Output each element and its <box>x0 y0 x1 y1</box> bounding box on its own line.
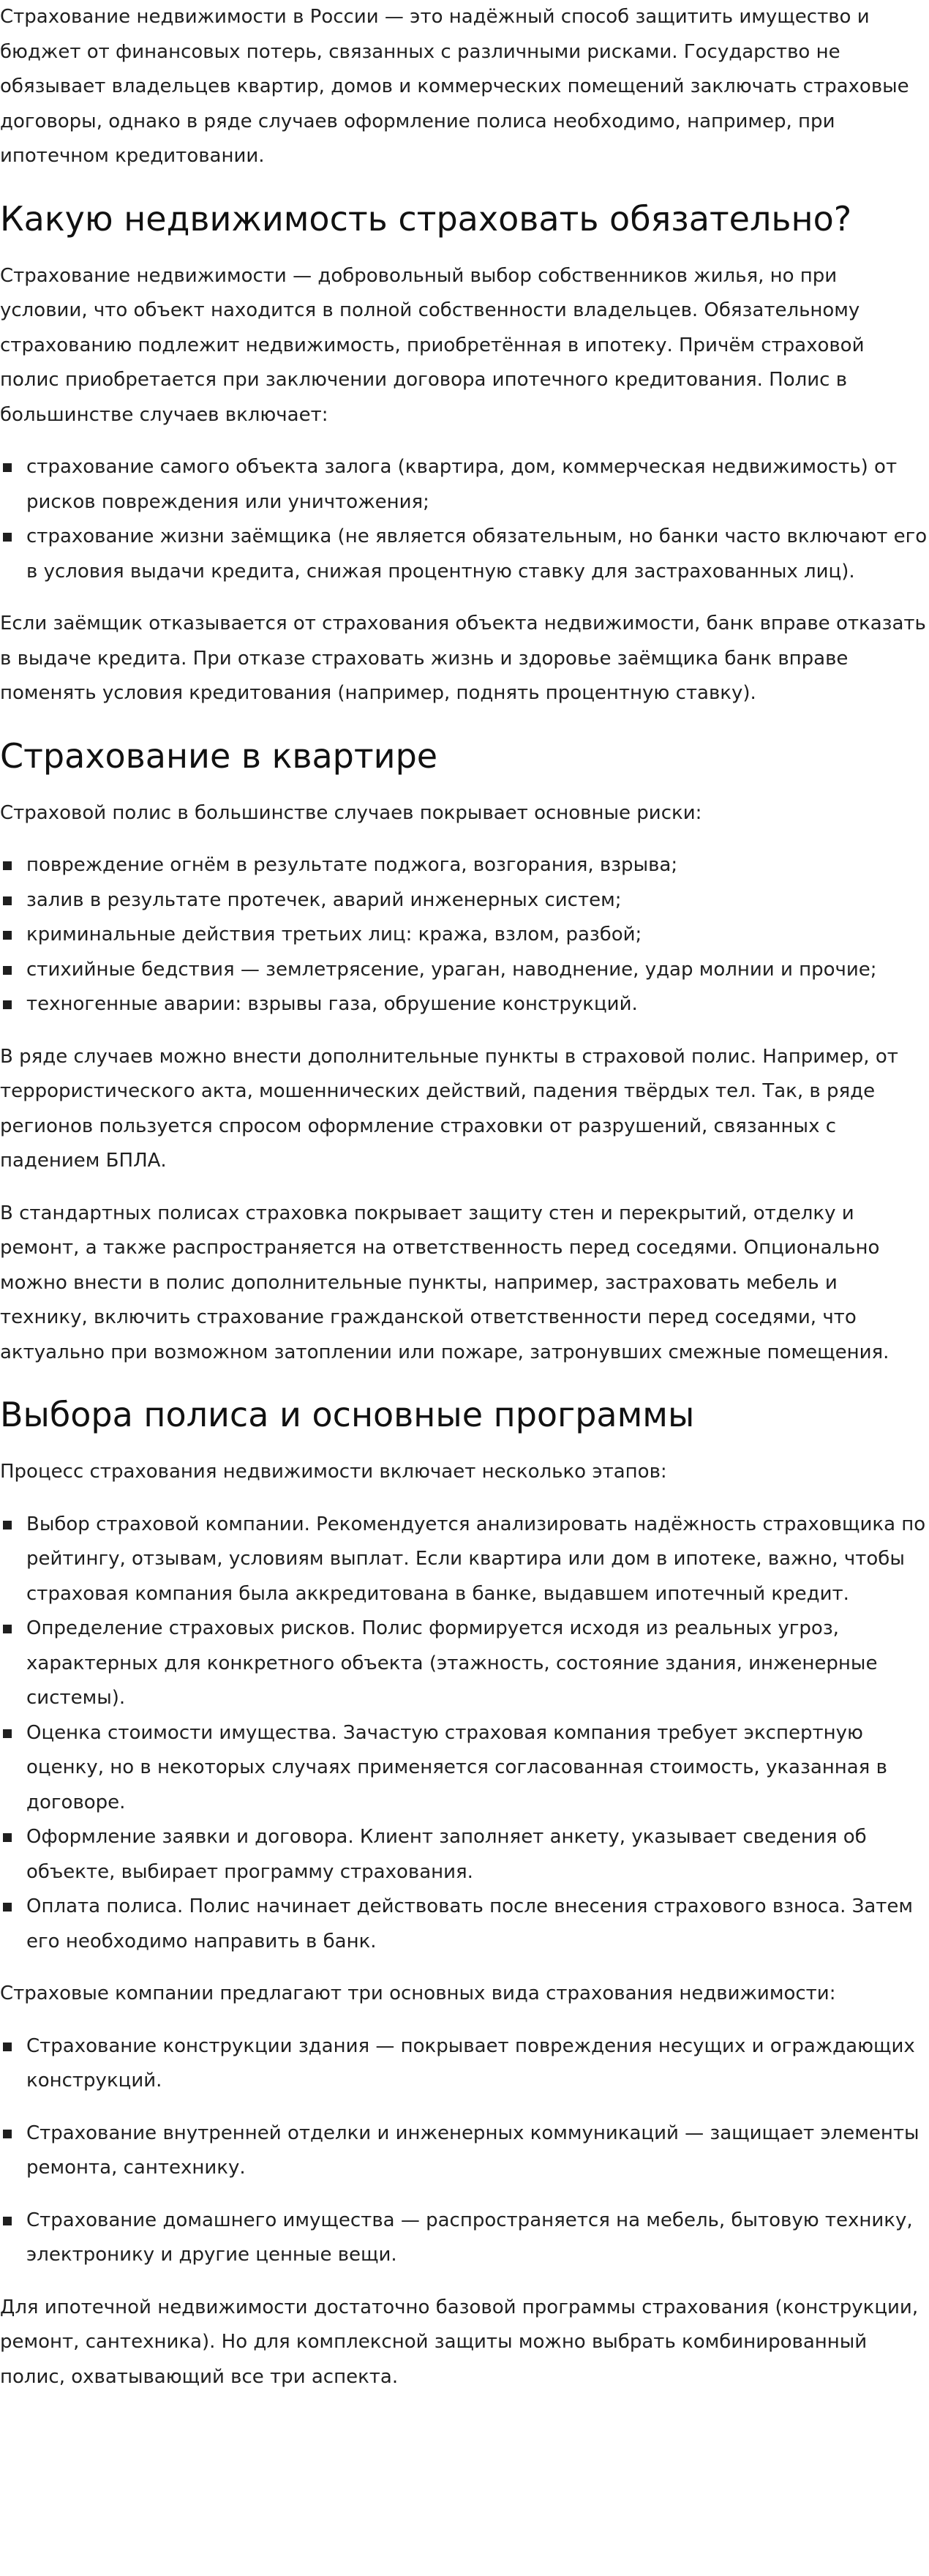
paragraph: Если заёмщик отказывается от страхования объекта недвижимости, банк вправе отказать в выдаче кредита. При отказе страховать жизнь и здоровье заёмщика банк вправе поменять условия кредитования (например, поднять процентную ставку). <box>0 613 926 704</box>
list-item: Оплата полиса. Полис начинает действовать после внесения страхового взноса. Затем его необходимо направить в банк. <box>0 1890 929 1959</box>
paragraph: В стандартных полисах страховка покрывает защиту стен и перекрытий, отделку и ремонт, а также распространяется на ответственность перед соседями. Опционально можно внести в полис дополнительные пункты, например, застраховать мебель и технику, включить страхование гражданской ответственности перед соседями, что актуально при возможном затоплении или пожаре, затронувших смежные помещения. <box>0 1202 889 1363</box>
paragraph: Страховой полис в большинстве случаев покрывает основные риски: <box>0 801 702 824</box>
list-item: криминальные действия третьих лиц: кража, взлом, разбой; <box>0 918 929 953</box>
paragraph: Процесс страхования недвижимости включает несколько этапов: <box>0 1461 667 1483</box>
list-item: Страхование домашнего имущества — распространяется на мебель, бытовую технику, электронику и другие ценные вещи. <box>0 2204 929 2273</box>
list-item: Выбор страховой компании. Рекомендуется анализировать надёжность страховщика по рейтингу, отзывам, условиям выплат. Если квартира или дом в ипотеке, важно, чтобы страховая компания была аккредитована в банке, выдавшем ипотечный кредит. <box>0 1508 929 1612</box>
section-heading-mandatory: Какую недвижимость страховать обязательно? <box>0 198 852 239</box>
paragraph: В ряде случаев можно внести дополнительные пункты в страховой полис. Например, от террористического акта, мошеннических действий, падения твёрдых тел. Так, в ряде регионов пользуется спросом оформление страховки от разрушений, связанных с падением БПЛА. <box>0 1045 898 1172</box>
bullet-list-risks <box>0 848 929 1022</box>
section-mandatory-insurance <box>0 196 929 711</box>
bullet-list-steps <box>0 1508 929 1960</box>
paragraph: Для ипотечной недвижимости достаточно базовой программы страхования (конструкции, ремонт, сантехника). Но для комплексной защиты можно выбрать комбинированный полис, охватывающий все три аспекта. <box>0 2296 919 2388</box>
paragraph: Страхование недвижимости — добровольный выбор собственников жилья, но при условии, что объект находится в полной собственности владельцев. Обязательному страхованию подлежит недвижимость, приобретённая в ипотеку. Причём страховой полис приобретается при заключении договора ипотечного кредитования. Полис в большинстве случаев включает: <box>0 264 865 426</box>
list-item: Оформление заявки и договора. Клиент заполняет анкету, указывает сведения об объекте, выбирает программу страхования. <box>0 1820 929 1890</box>
list-item: страхование самого объекта залога (квартира, дом, коммерческая недвижимость) от рисков повреждения или уничтожения; <box>0 450 929 520</box>
list-item: Страхование внутренней отделки и инженерных коммуникаций — защищает элементы ремонта, сантехнику. <box>0 2116 929 2186</box>
list-item: Страхование конструкции здания — покрывает повреждения несущих и ограждающих конструкций. <box>0 2029 929 2099</box>
section-apartment-insurance <box>0 733 929 1371</box>
list-item: страхование жизни заёмщика (не является обязательным, но банки часто включают его в условия выдачи кредита, снижая процентную ставку для застрахованных лиц). <box>0 520 929 589</box>
paragraph: Страховые компании предлагают три основных вида страхования недвижимости: <box>0 1982 836 2004</box>
list-item: повреждение огнём в результате поджога, возгорания, взрыва; <box>0 848 929 883</box>
section-heading-apartment: Страхование в квартире <box>0 735 438 776</box>
list-item: стихийные бедствия — землетрясение, ураган, наводнение, удар молнии и прочие; <box>0 953 929 988</box>
bullet-list-mortgage-policy <box>0 450 929 589</box>
bullet-list-insurance-types <box>0 2029 929 2273</box>
list-item: залив в результате протечек, аварий инженерных систем; <box>0 883 929 918</box>
list-item: Определение страховых рисков. Полис формируется исходя из реальных угроз, характерных для конкретного объекта (этажность, состояние здания, инженерные системы). <box>0 1611 929 1716</box>
list-item: Оценка стоимости имущества. Зачастую страховая компания требует экспертную оценку, но в некоторых случаях применяется согласованная стоимость, указанная в договоре. <box>0 1716 929 1821</box>
section-heading-programs: Выбора полиса и основные программы <box>0 1395 695 1434</box>
intro-paragraph: Страхование недвижимости в России — это надёжный способ защитить имущество и бюджет от финансовых потерь, связанных с различными рисками. Государство не обязывает владельцев квартир, домов и коммерческих помещений заключать страховые договоры, однако в ряде случаев оформление полиса необходимо, например, при ипотечном кредитовании. <box>0 6 909 167</box>
section-policy-programs <box>0 1392 929 2395</box>
list-item: техногенные аварии: взрывы газа, обрушение конструкций. <box>0 987 929 1022</box>
